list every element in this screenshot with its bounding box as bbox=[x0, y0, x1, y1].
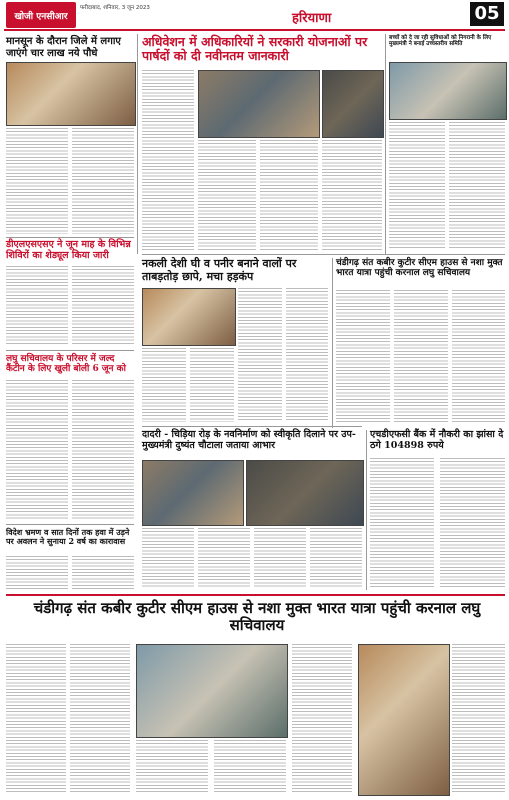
story-2-headline: अधिवेशन में अधिकारियों ने सरकारी योजनाओं पर पार्षदों को दी नवीनतम जानकारी bbox=[142, 34, 368, 64]
story-7-body bbox=[6, 380, 68, 520]
story-6-body-3 bbox=[452, 290, 505, 424]
story-11-body bbox=[6, 644, 66, 794]
top-rule bbox=[4, 29, 505, 31]
story-4-body bbox=[6, 266, 68, 346]
story-10-body-2 bbox=[72, 556, 134, 590]
story-3-body-2 bbox=[449, 122, 505, 250]
story-1-photo bbox=[6, 62, 136, 126]
divider bbox=[6, 524, 134, 525]
story-2-body-4 bbox=[322, 140, 382, 250]
section-title: हरियाणा bbox=[292, 11, 332, 26]
story-2-photo-1 bbox=[198, 70, 320, 138]
story-2-body bbox=[142, 70, 194, 250]
story-4-headline: डीएलएसएसए ने जून माह के विभिन्न शिविरों का शेड्यूल किया जारी bbox=[6, 239, 131, 261]
divider bbox=[6, 237, 134, 238]
story-3-photo bbox=[389, 62, 507, 120]
divider bbox=[6, 350, 134, 351]
story-1-body-2 bbox=[72, 128, 134, 234]
story-6-body-2 bbox=[394, 290, 448, 424]
story-11-body-4 bbox=[214, 740, 286, 794]
divider bbox=[142, 254, 505, 255]
story-3-body bbox=[389, 122, 445, 250]
paper-name: खोजी एनसीआर bbox=[6, 2, 76, 28]
date-line: फरीदाबाद, शनिवार, 3 जून 2023 bbox=[80, 5, 150, 11]
page-number: 05 bbox=[470, 2, 504, 26]
divider bbox=[385, 34, 386, 254]
story-9-headline: एचडीएफसी बैंक में नौकरी का झांसा दे ठगे 104898 रुपये bbox=[370, 429, 504, 451]
story-5-body-2 bbox=[286, 288, 328, 422]
story-6-headline: चंडीगढ़ संत कबीर कुटीर सीएम हाउस से नशा मुक्त भारत यात्रा पहुंची करनाल लघु सचिवालय bbox=[336, 258, 503, 279]
story-9-body-2 bbox=[440, 458, 505, 588]
story-8-photo-1 bbox=[142, 460, 244, 526]
story-2-photo-2 bbox=[322, 70, 384, 138]
story-11-body-5 bbox=[292, 644, 352, 794]
story-8-body-2 bbox=[198, 528, 250, 588]
story-8-body-3 bbox=[254, 528, 306, 588]
story-2-body-2 bbox=[198, 140, 256, 250]
story-5-body bbox=[238, 288, 282, 422]
story-5-body-3 bbox=[142, 348, 186, 422]
story-8-headline: दादरी - चिड़िया रोड़ के नवनिर्माण को स्वीकृति दिलाने पर उप-मुख्यमंत्री दुष्यंत चौटाला जताया आभार bbox=[142, 429, 356, 451]
story-6-body bbox=[336, 290, 390, 424]
story-11-body-6 bbox=[452, 644, 505, 794]
story-8-body-4 bbox=[310, 528, 362, 588]
story-4-body-2 bbox=[72, 266, 134, 346]
divider bbox=[137, 34, 138, 254]
story-5-headline: नकली देशी घी व पनीर बनाने वालों पर ताबड़तोड़ छापे, मचा हड़कंप bbox=[142, 257, 297, 283]
story-3-headline: बच्चों को दे जा रही सुविधाओं को निगरानी के लिए मुख्यमंत्री ने बनाई उच्चस्तरीय समिति bbox=[389, 35, 492, 48]
story-5-photo bbox=[142, 288, 236, 346]
story-1-headline: मानसून के दौरान जिले में लगाए जाएंगे चार लाख नये पौधे bbox=[6, 36, 121, 59]
divider bbox=[366, 430, 367, 590]
story-11-photo-1 bbox=[136, 644, 288, 738]
story-11-body-2 bbox=[70, 644, 130, 794]
story-11-photo-2 bbox=[358, 644, 450, 796]
story-7-headline: लघु सचिवालय के परिसर में जल्द कैंटीन के लिए खुली बोली 6 जून को bbox=[6, 354, 126, 375]
story-10-headline: विदेश भ्रमण व सात दिनों तक हवा में उड़ने पर अवलन ने सुनाया 2 वर्ष का कारावास bbox=[6, 527, 130, 547]
story-5-body-4 bbox=[190, 348, 234, 422]
story-8-body bbox=[142, 528, 194, 588]
story-7-body-2 bbox=[72, 380, 134, 520]
story-9-body bbox=[370, 458, 434, 588]
divider bbox=[6, 594, 505, 596]
divider bbox=[142, 426, 362, 427]
story-1-body bbox=[6, 128, 68, 234]
story-11-body-3 bbox=[136, 740, 208, 794]
story-2-body-3 bbox=[260, 140, 318, 250]
divider bbox=[332, 258, 333, 428]
story-11-headline: चंडीगढ़ संत कबीर कुटीर सीएम हाउस से नशा मुक्त भारत यात्रा पहुंची करनाल लघु सचिवालय bbox=[33, 599, 481, 635]
story-8-photo-2 bbox=[246, 460, 364, 526]
story-10-body bbox=[6, 556, 68, 590]
